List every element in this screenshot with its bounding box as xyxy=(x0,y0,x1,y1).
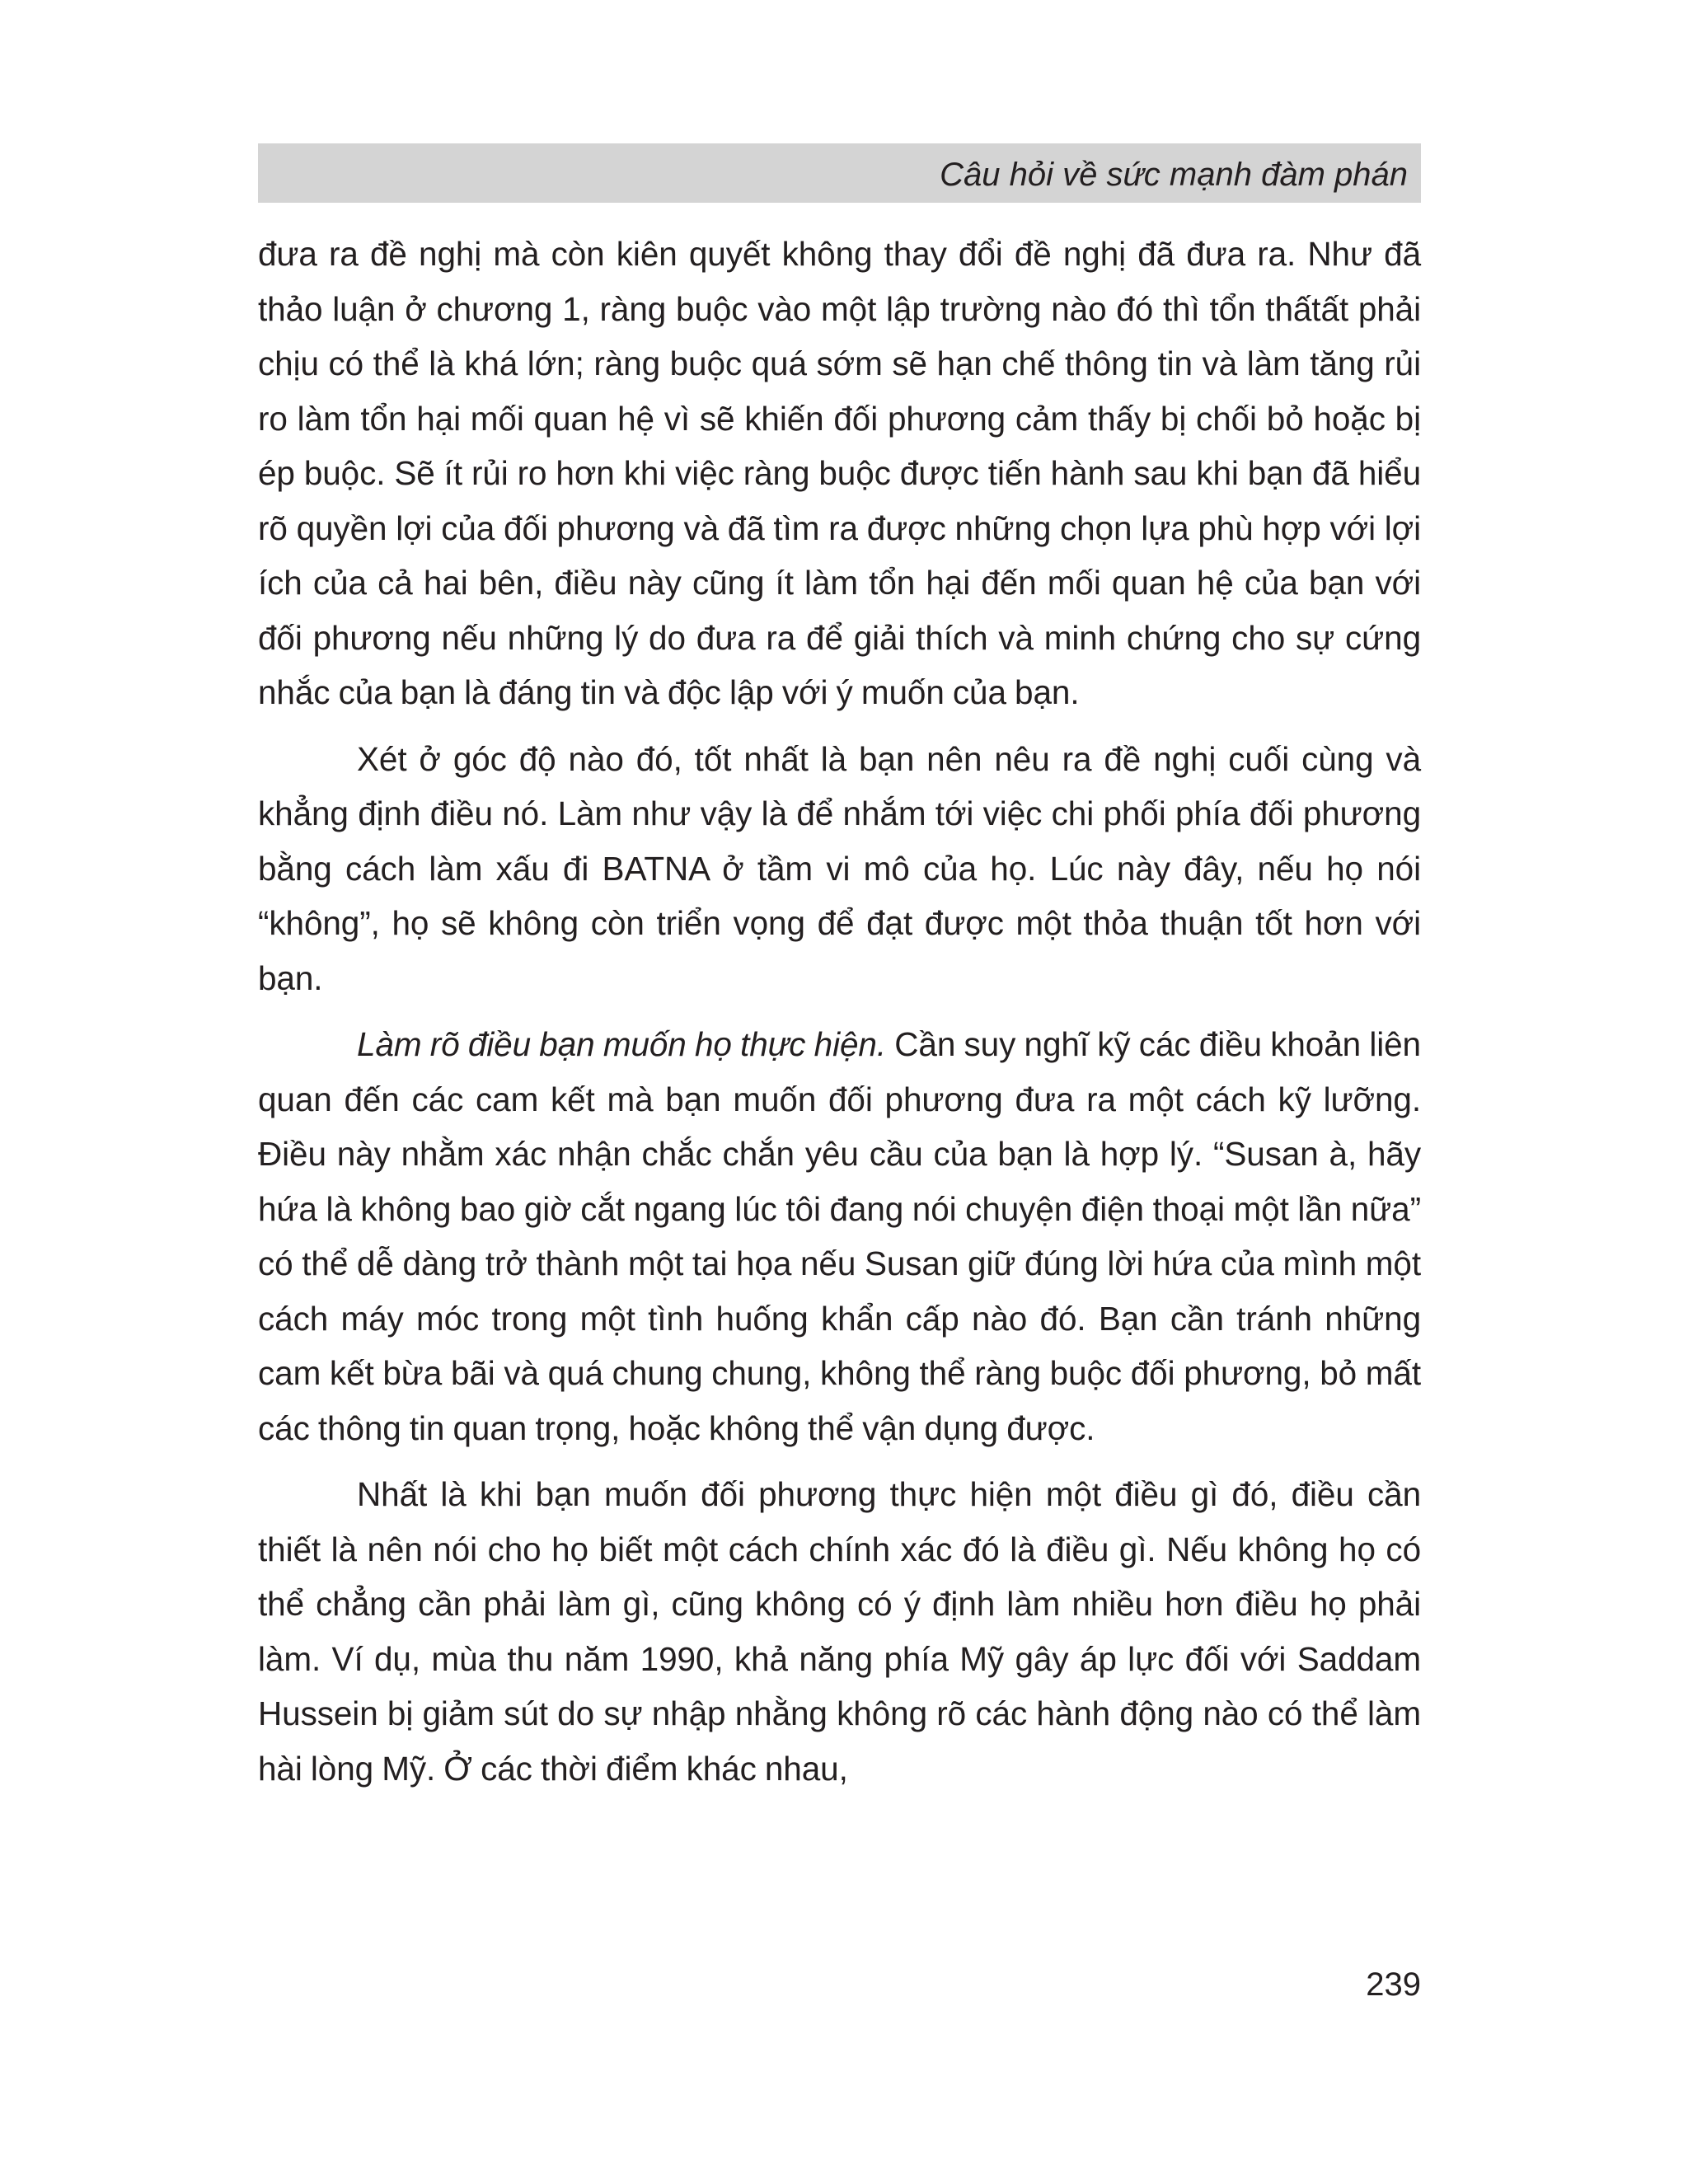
page-number: 239 xyxy=(1366,1966,1421,2003)
running-header xyxy=(258,143,1421,203)
paragraph: Xét ở góc độ nào đó, tốt nhất là bạn nên nêu ra đề nghị cuối cùng và khẳng định điều nó. Làm như vậy là để nhắm tới việc chi phối phía đối phương bằng cách làm xấu đi BATNA ở tầm vi mô của họ. Lúc này đây, nếu họ nói “không”, họ sẽ không còn triển vọng để đạt được một thỏa thuận tốt hơn với bạn. xyxy=(258,739,1421,997)
body-text xyxy=(258,227,1421,1807)
paragraph-text: Cần suy nghĩ kỹ các điều khoản liên quan đến các cam kết mà bạn muốn đối phương đưa ra một cách kỹ lưỡng. Điều này nhằm xác nhận chắc chắn yêu cầu của bạn là hợp lý. “Susan à, hãy hứa là không bao giờ cắt ngang lúc tôi đang nói chuyện điện thoại một lần nữa” có thể dễ dàng trở thành một tai họa nếu Susan giữ đúng lời hứa của mình một cách máy móc trong một tình huống khẩn cấp nào đó. Bạn cần tránh những cam kết bừa bãi và quá chung chung, không thể ràng buộc đối phương, bỏ mất các thông tin quan trọng, hoặc không thể vận dụng được. xyxy=(258,1025,1421,1447)
paragraph xyxy=(258,1017,1421,1455)
paragraph: Nhất là khi bạn muốn đối phương thực hiện một điều gì đó, điều cần thiết là nên nói cho họ biết một cách chính xác đó là điều gì. Nếu không họ có thể chẳng cần phải làm gì, cũng không có ý định làm nhiều hơn điều họ phải làm. Ví dụ, mùa thu năm 1990, khả năng phía Mỹ gây áp lực đối với Saddam Hussein bị giảm sút do sự nhập nhằng không rõ các hành động nào có thể làm hài lòng Mỹ. Ở các thời điểm khác nhau, xyxy=(258,1475,1421,1788)
running-header-title: Câu hỏi về sức mạnh đàm phán xyxy=(940,157,1408,193)
paragraph-lead-italic: Làm rõ điều bạn muốn họ thực hiện. xyxy=(357,1025,886,1063)
paragraph: đưa ra đề nghị mà còn kiên quyết không thay đổi đề nghị đã đưa ra. Như đã thảo luận ở chương 1, ràng buộc vào một lập trường nào đó thì tổn thấtất phải chịu có thể là khá lớn; ràng buộc quá sớm sẽ hạn chế thông tin và làm tăng rủi ro làm tổn hại mối quan hệ vì sẽ khiến đối phương cảm thấy bị chối bỏ hoặc bị ép buộc. Sẽ ít rủi ro hơn khi việc ràng buộc được tiến hành sau khi bạn đã hiểu rõ quyền lợi của đối phương và đã tìm ra được những chọn lựa phù hợp với lợi ích của cả hai bên, điều này cũng ít làm tổn hại đến mối quan hệ của bạn với đối phương nếu những lý do đưa ra để giải thích và minh chứng cho sự cứng nhắc của bạn là đáng tin và độc lập với ý muốn của bạn. xyxy=(258,235,1421,711)
